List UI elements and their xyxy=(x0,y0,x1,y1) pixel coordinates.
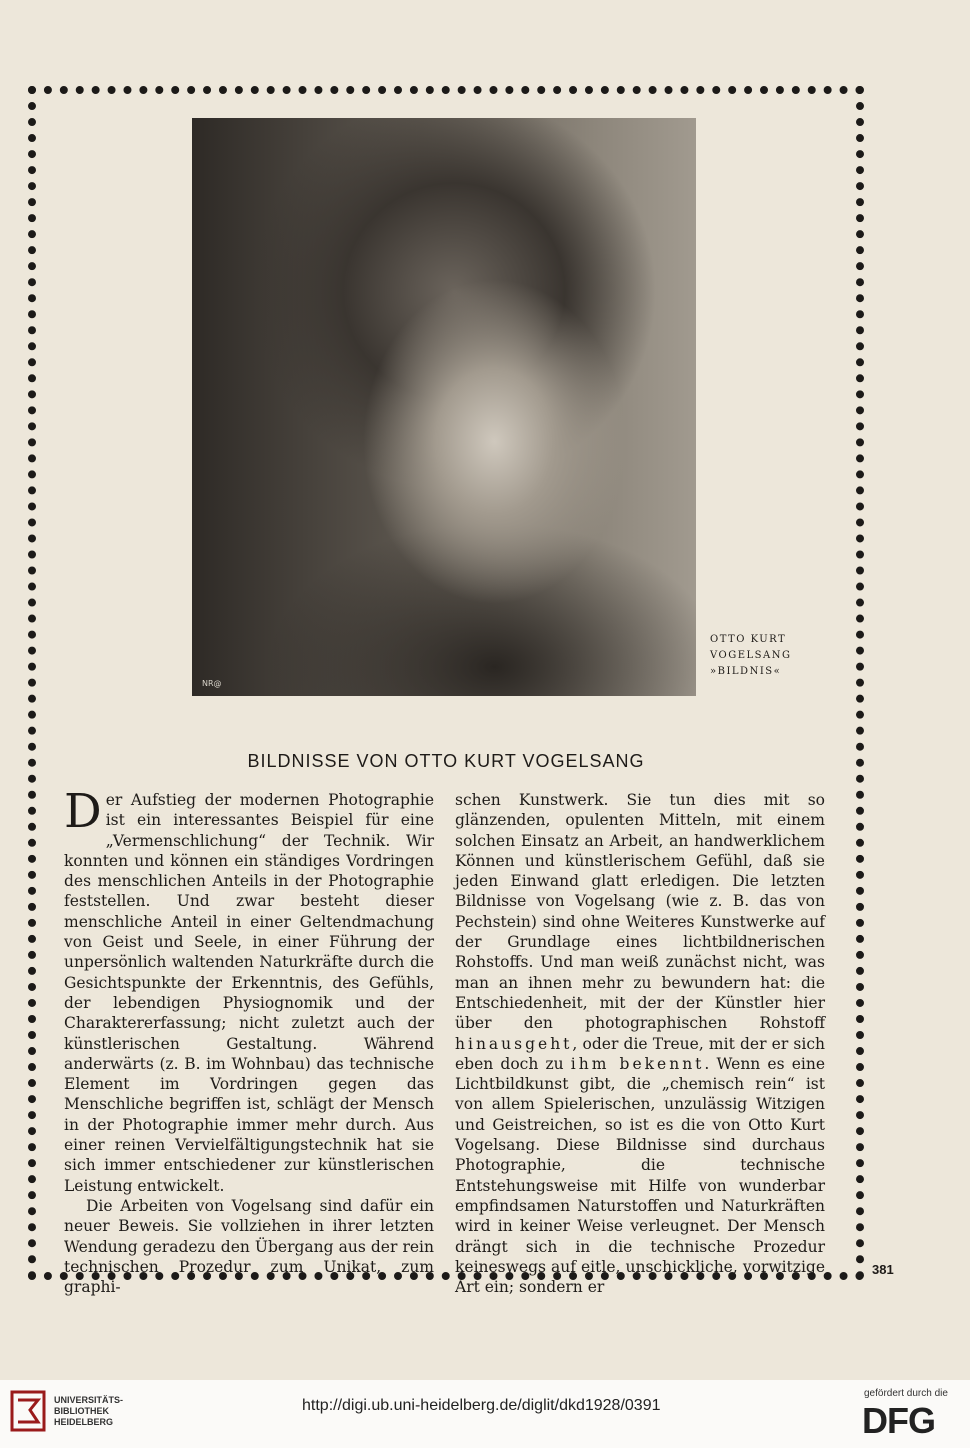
article-title: BILDNISSE VON OTTO KURT VOGELSANG xyxy=(247,751,645,771)
university-name-line: UNIVERSITÄTS- xyxy=(54,1395,124,1405)
paragraph-text: er Aufstieg der modernen Photographie ist ein interessantes Beispiel für eine „Vermenschlichung“ der Technik. Wir konnten und können ein ständiges Vordringen des menschlichen Anteils in der Photographie feststellen. Und zwar besteht dieser menschliche Anteil in einer Geltendmachung von Geist und Seele, in einer Führung der unpersönlich waltenden Naturkräfte durch die Gesichtspunkte der Erkenntnis, des Gefühls, der lebendigen Physiognomik und der Charaktererfassung; nicht zuletzt auch der künstlerischen Gestaltung. Während anderwärts (z. B. im Wohnbau) das technische Element im Vordringen gegen das Menschliche begriffen ist, schlägt der Mensch in der Photographie immer mehr durch. Aus einer reinen Vervielfältigungstechnik hat sie sich immer entschiedener zur künstlerischen Leistung entwickelt. xyxy=(64,791,434,1195)
text-column-left xyxy=(64,784,434,1297)
paragraph xyxy=(455,790,825,1297)
university-name xyxy=(54,1395,123,1428)
photo-monogram: NR@ xyxy=(202,679,222,688)
university-logo-icon xyxy=(10,1390,46,1432)
source-url-link[interactable]: http://digi.ub.uni-heidelberg.de/diglit/dkd1928/0391 xyxy=(302,1397,661,1414)
funding-note: gefördert durch die xyxy=(864,1388,948,1399)
paragraph-text: schen Kunstwerk. Sie tun dies mit so glänzenden, opulenten Mitteln, mit einem solchen Einsatz an Arbeit, an handwerklichem Können und künstlerischem Gefühl, daß sie jeden Einwand glatt erledigen. Die letzten Bildnisse von Vogelsang (wie z. B. das von Pechstein) sind ohne Weiteres Kunstwerke auf der Grundlage eines lichtbildnerischen Rohstoffs. Und man weiß zunächst nicht, was man an ihnen mehr zu bewundern hat: die Entschiedenheit, mit der der Künstler hier über den photographischen Rohstoff xyxy=(455,791,825,1033)
paragraph-text: , oder die Treue, mit der er sich eben doch zu xyxy=(455,1034,825,1073)
page-number: 381 xyxy=(872,1262,894,1277)
paragraph: Die Arbeiten von Vogelsang sind dafür ein neuer Beweis. Sie vollziehen in ihrer letzten Wendung geradezu den Übergang aus der rein technischen Prozedur zum Unikat, zum graphi- xyxy=(64,1196,434,1297)
university-name-line: BIBLIOTHEK xyxy=(54,1406,109,1416)
caption-line: »BILDNIS« xyxy=(710,666,782,677)
drop-cap: D xyxy=(64,784,102,839)
university-name-line: HEIDELBERG xyxy=(54,1417,114,1427)
paragraph xyxy=(64,784,434,1196)
dfg-logo: DFG xyxy=(862,1400,935,1441)
emphasis-text: hinausgeht xyxy=(455,1034,573,1053)
footer-bar xyxy=(0,1380,970,1448)
caption-line: VOGELSANG xyxy=(710,650,792,661)
paragraph-text: . Wenn es eine Lichtbildkunst gibt, die „chemisch rein“ ist von allem Spielerischen, unzulässig Witzigen und Geistreichen, so ist es die von Otto Kurt Vogelsang. Diese Bildnisse sind durchaus Photographie, die technische Entstehungsweise mit Hilfe von wunderbar empfindsamen Naturstoffen und Naturkräften wird in keiner Weise verleugnet. Der Mensch drängt sich in die technische Prozedur keineswegs auf eitle, unschickliche, vorwitzige Art ein; sondern er xyxy=(455,1054,825,1297)
emphasis-text: ihm bekennt xyxy=(570,1054,705,1073)
text-column-right xyxy=(455,790,825,1297)
portrait-photo xyxy=(192,118,696,696)
photo-caption xyxy=(710,632,791,680)
caption-line: OTTO KURT xyxy=(710,634,787,645)
